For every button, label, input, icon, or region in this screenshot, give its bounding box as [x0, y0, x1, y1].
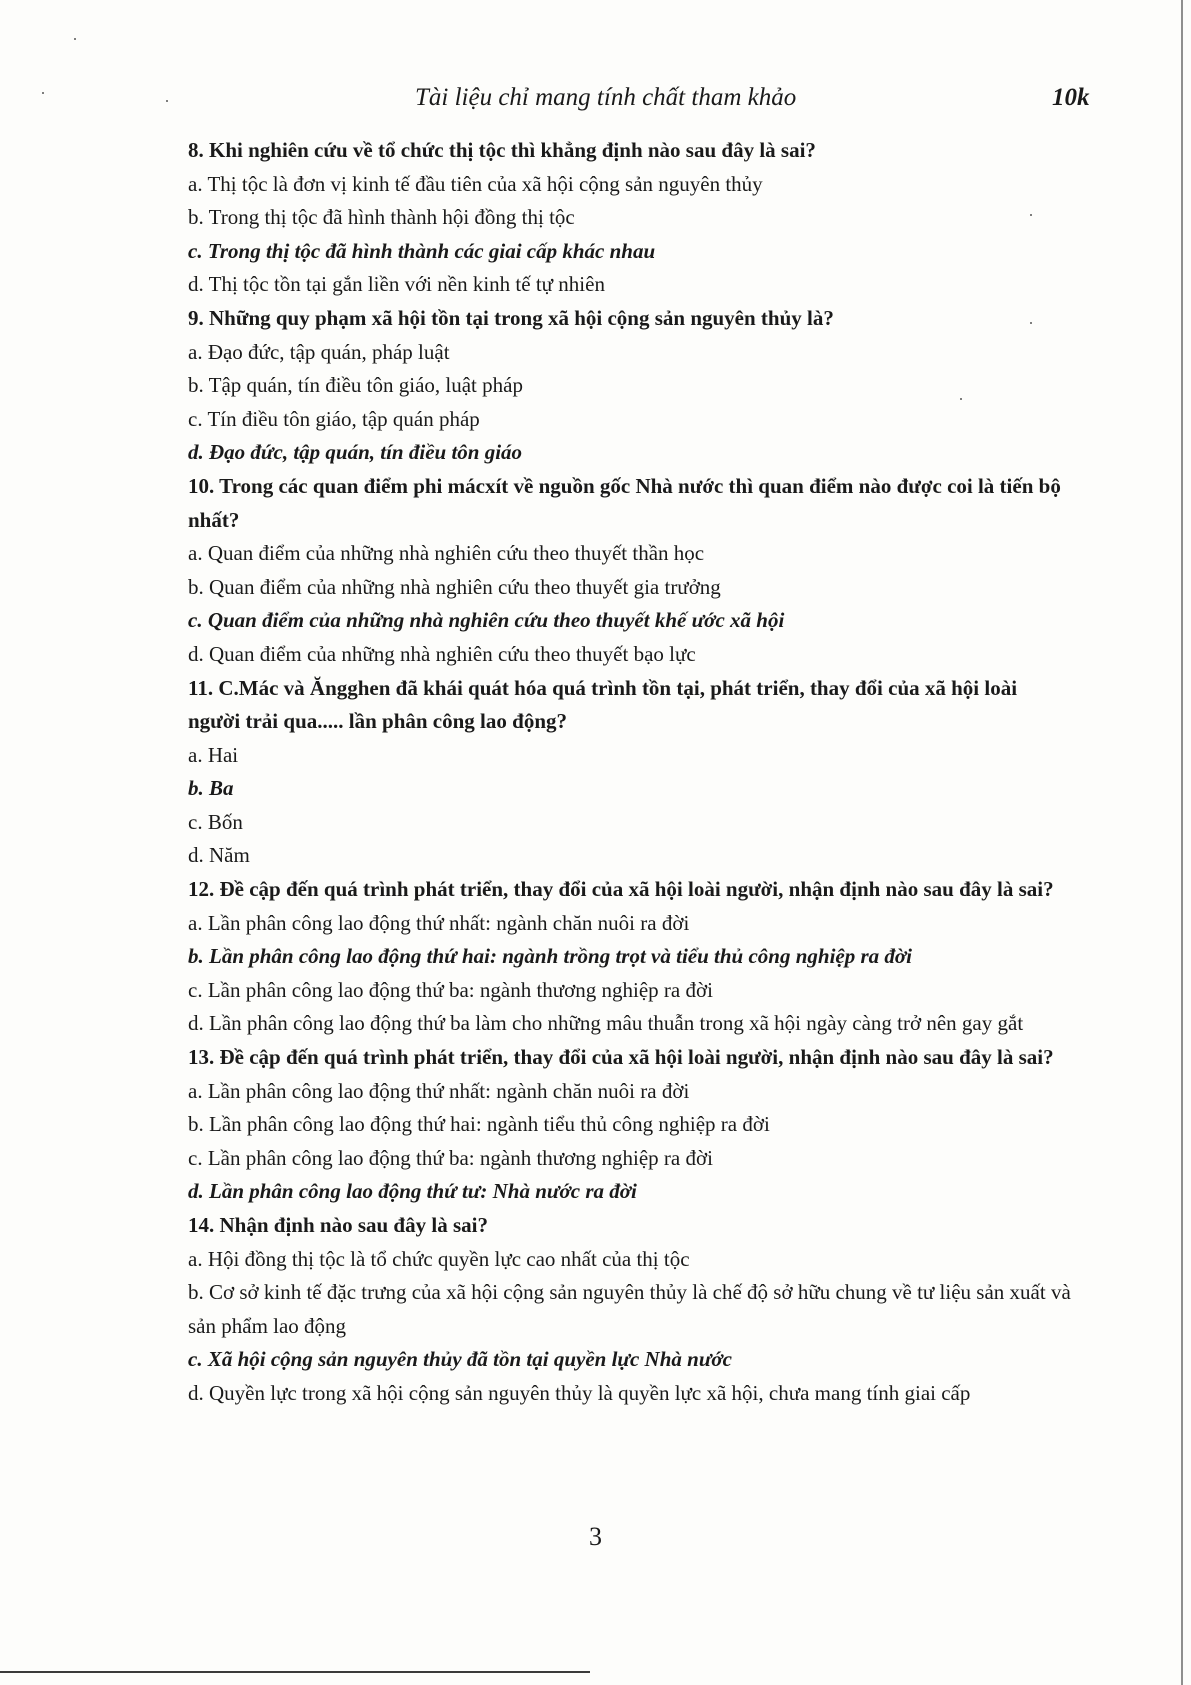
question-block [188, 470, 1073, 672]
answer-option-correct: d. Lần phân công lao động thứ tư: Nhà nước ra đời [188, 1179, 637, 1204]
question-block [188, 302, 1073, 470]
header-title: Tài liệu chỉ mang tính chất tham khảo [415, 84, 797, 111]
answer-option-correct: d. Đạo đức, tập quán, tín điều tôn giáo [188, 440, 523, 465]
question-text: 14. Nhận định nào sau đây là sai? [188, 1213, 488, 1237]
answer-option: d. Quyền lực trong xã hội cộng sản nguyên thủy là quyền lực xã hội, chưa mang tính giai cấp [188, 1380, 971, 1405]
question-block [188, 1209, 1073, 1411]
question-text: 10. Trong các quan điểm phi mácxít về nguồn gốc Nhà nước thì quan điểm nào được coi là tiến bộ nhất? [188, 473, 1061, 532]
question-text: 8. Khi nghiên cứu về tổ chức thị tộc thì khẳng định nào sau đây là sai? [188, 138, 816, 162]
answer-option: b. Trong thị tộc đã hình thành hội đồng thị tộc [188, 205, 575, 230]
question-block [188, 1041, 1073, 1209]
scan-edge-right [1181, 0, 1183, 1685]
answer-option: a. Hội đồng thị tộc là tổ chức quyền lực cao nhất của thị tộc [188, 1246, 690, 1271]
header-price: 10k [1052, 84, 1090, 111]
answer-option: b. Tập quán, tín điều tôn giáo, luật pháp [188, 373, 523, 398]
answer-option-correct: b. Lần phân công lao động thứ hai: ngành trồng trọt và tiểu thủ công nghiệp ra đời [188, 944, 913, 969]
answer-option: a. Lần phân công lao động thứ nhất: ngành chăn nuôi ra đời [188, 910, 690, 935]
answer-option: a. Đạo đức, tập quán, pháp luật [188, 339, 450, 364]
answer-option-correct: c. Quan điểm của những nhà nghiên cứu theo thuyết khế ước xã hội [188, 608, 785, 633]
question-text: 9. Những quy phạm xã hội tồn tại trong xã hội cộng sản nguyên thủy là? [188, 305, 834, 330]
scan-edge-bottom [0, 1671, 590, 1673]
answer-option: a. Lần phân công lao động thứ nhất: ngành chăn nuôi ra đời [188, 1078, 690, 1103]
answer-option: d. Lần phân công lao động thứ ba làm cho những mâu thuẫn trong xã hội ngày càng trở nên gay gắt [188, 1011, 1024, 1036]
question-block [188, 134, 1073, 302]
page-number: 3 [589, 1522, 602, 1551]
question-text: 11. C.Mác và Ăngghen đã khái quát hóa quá trình tồn tại, phát triển, thay đổi của xã hội loài người trải qua..... lần phân công lao động? [188, 675, 1018, 734]
scan-speck [74, 38, 76, 40]
answer-option: a. Quan điểm của những nhà nghiên cứu theo thuyết thần học [188, 541, 705, 566]
question-block [188, 672, 1073, 874]
answer-option-correct: b. Ba [188, 776, 234, 801]
answer-option: b. Quan điểm của những nhà nghiên cứu theo thuyết gia trưởng [188, 574, 721, 599]
answer-option: c. Bốn [188, 809, 243, 834]
page-header [0, 84, 1191, 124]
answer-option: a. Hai [188, 742, 239, 767]
answer-option: b. Lần phân công lao động thứ hai: ngành tiểu thủ công nghiệp ra đời [188, 1112, 770, 1137]
question-text: 13. Đề cập đến quá trình phát triển, thay đổi của xã hội loài người, nhận định nào sau đây là sai? [188, 1045, 1054, 1070]
answer-option: d. Năm [188, 843, 250, 868]
answer-option-correct: c. Xã hội cộng sản nguyên thủy đã tồn tại quyền lực Nhà nước [188, 1347, 733, 1372]
answer-option: c. Lần phân công lao động thứ ba: ngành thương nghiệp ra đời [188, 977, 713, 1002]
answer-option: d. Quan điểm của những nhà nghiên cứu theo thuyết bạo lực [188, 641, 696, 666]
answer-option-correct: c. Trong thị tộc đã hình thành các giai cấp khác nhau [188, 238, 656, 263]
answer-option: d. Thị tộc tồn tại gắn liền với nền kinh tế tự nhiên [188, 272, 605, 297]
answer-option: a. Thị tộc là đơn vị kinh tế đầu tiên của xã hội cộng sản nguyên thủy [188, 171, 763, 196]
answer-option: b. Cơ sở kinh tế đặc trưng của xã hội cộng sản nguyên thủy là chế độ sở hữu chung về tư liệu sản xuất và sản phẩm lao động [188, 1280, 1071, 1338]
question-text: 12. Đề cập đến quá trình phát triển, thay đổi của xã hội loài người, nhận định nào sau đây là sai? [188, 877, 1054, 902]
answer-option: c. Lần phân công lao động thứ ba: ngành thương nghiệp ra đời [188, 1145, 713, 1170]
answer-option: c. Tín điều tôn giáo, tập quán pháp [188, 406, 480, 431]
question-list [188, 134, 1073, 1411]
question-block [188, 873, 1073, 1041]
